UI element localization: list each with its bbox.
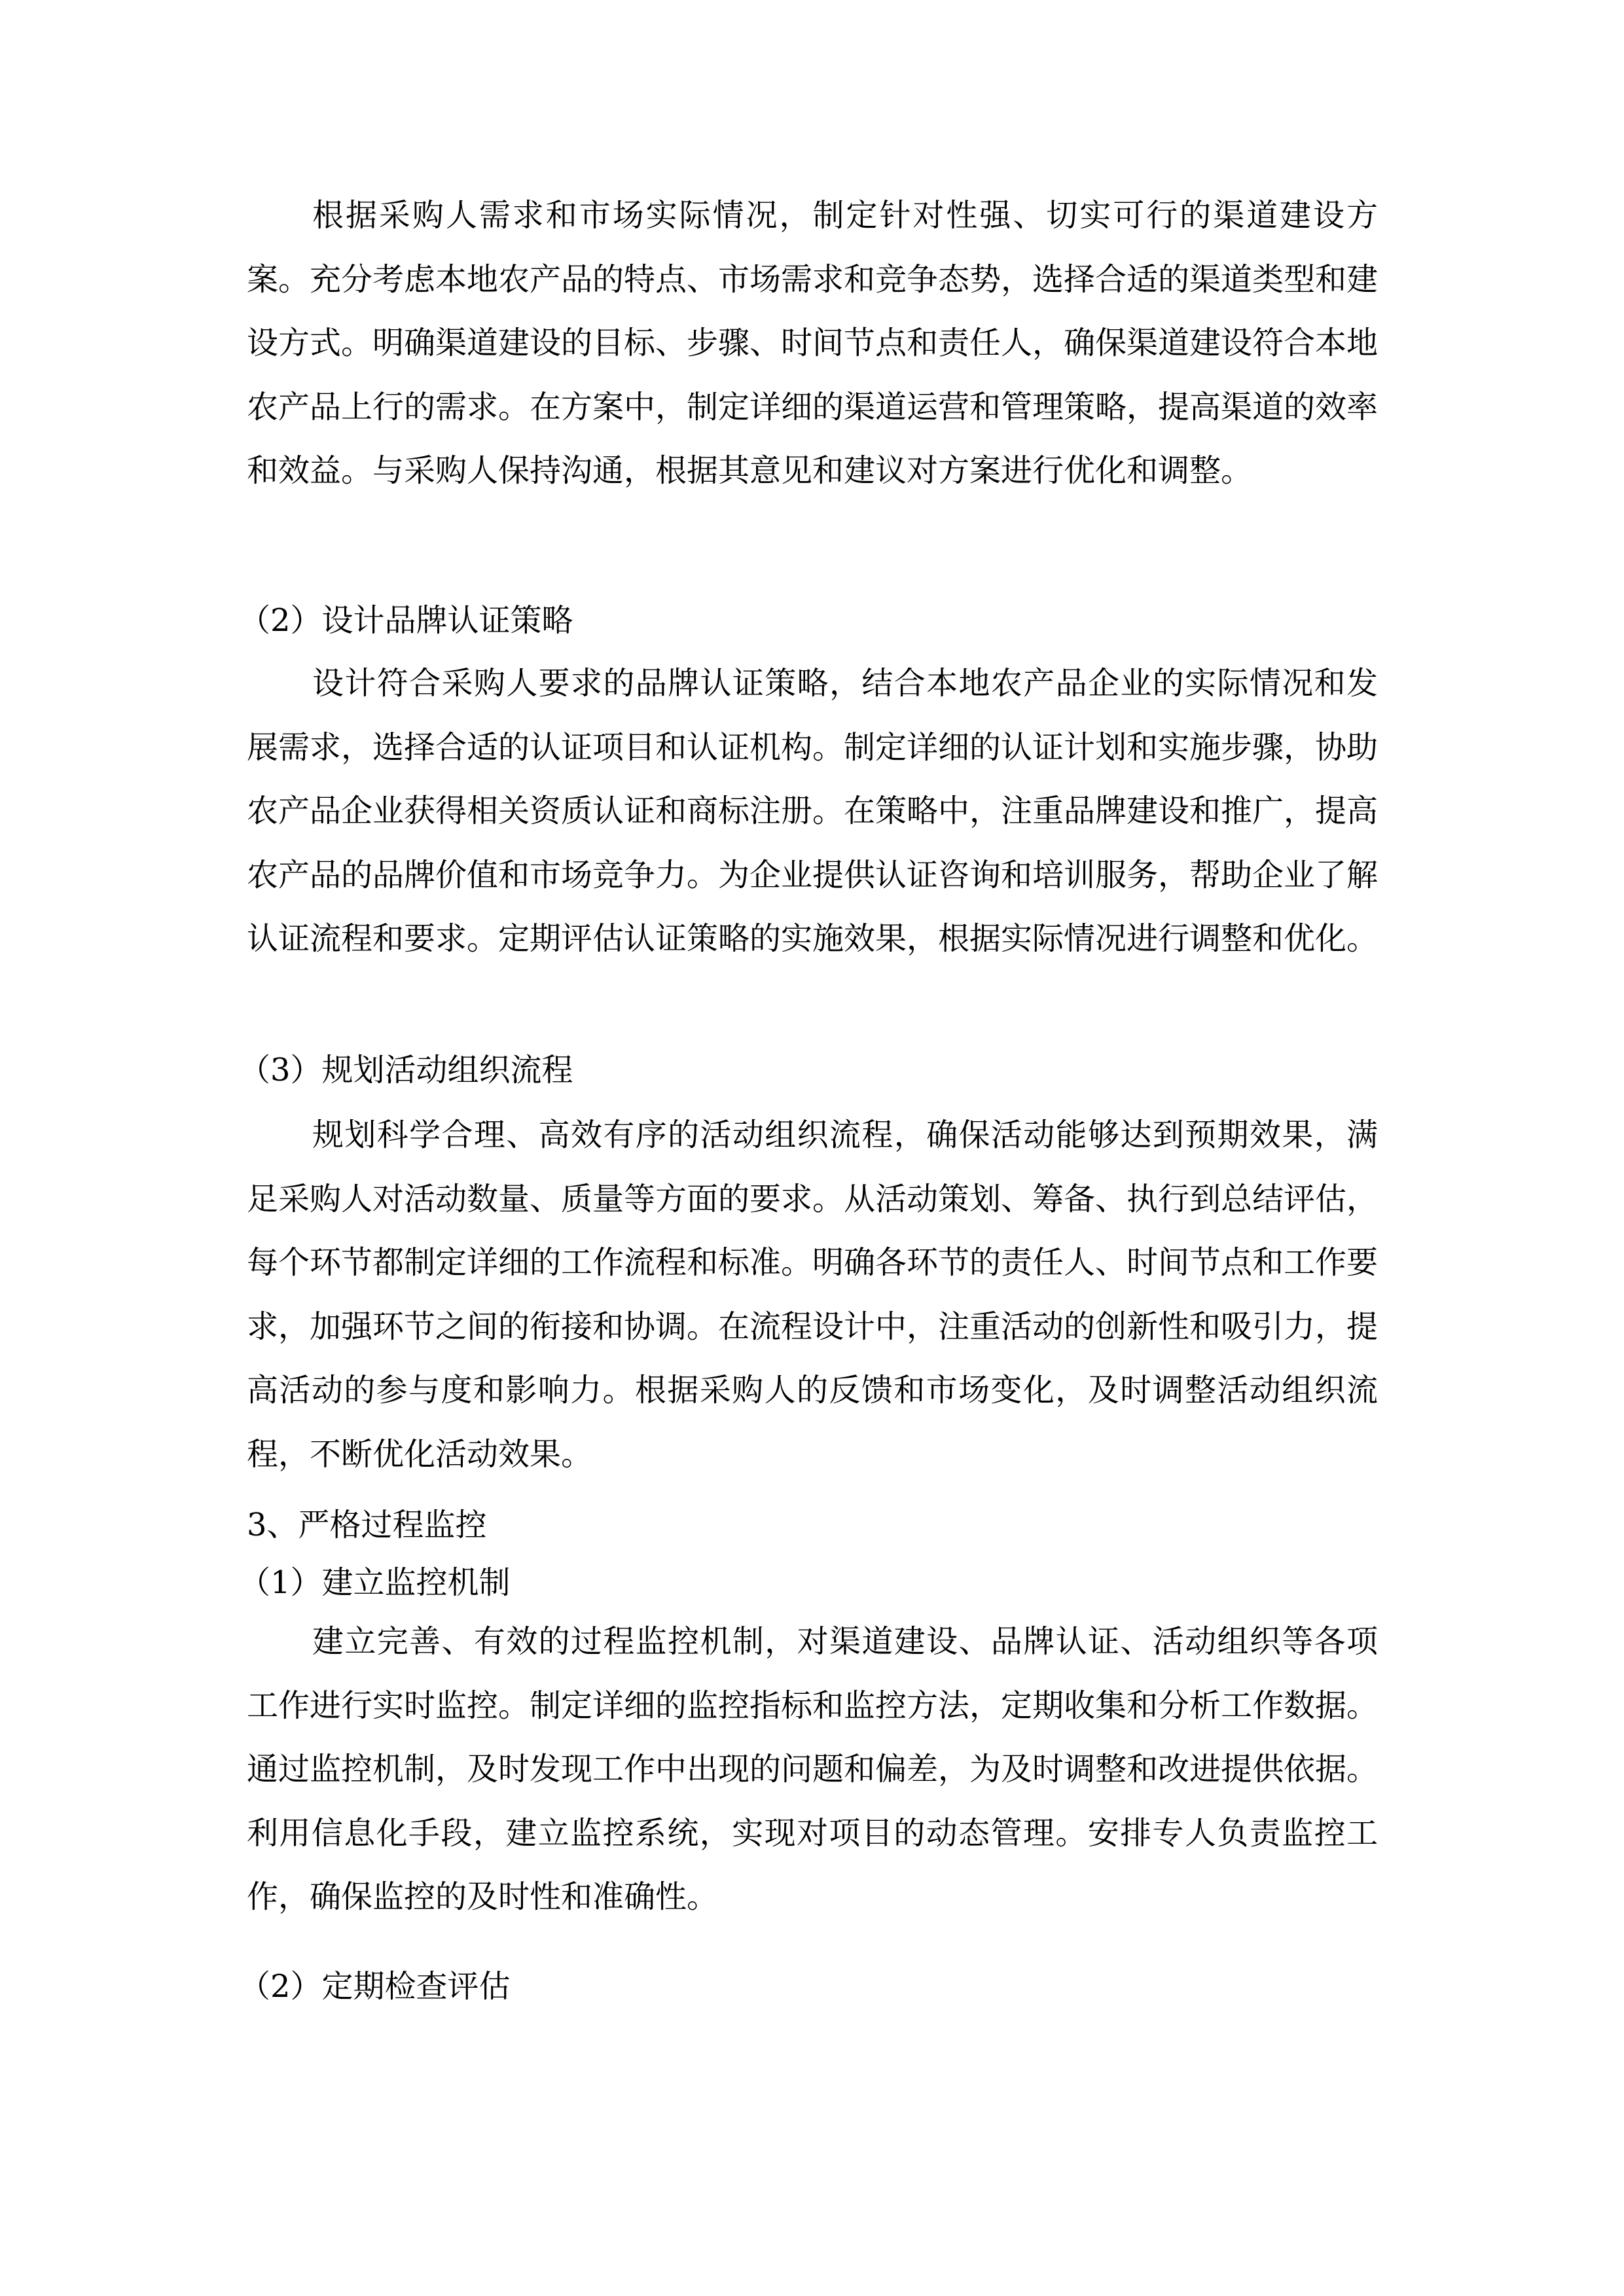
section-heading-process-monitoring: 3、严格过程监控 bbox=[247, 1507, 487, 1543]
heading-monitoring-mechanism: （1）建立监控机制 bbox=[239, 1564, 511, 1601]
paragraph-monitoring-mechanism: 建立完善、有效的过程监控机制，对渠道建设、品牌认证、活动组织等各项工作进行实时监控。制定详细的监控指标和监控方法，定期收集和分析工作数据。通过监控机制，及时发现工作中出现的问题和偏差，为及时调整和改进提供依据。利用信息化手段，建立监控系统，实现对项目的动态管理。安排专人负责监控工作，确保监控的及时性和准确性。 bbox=[247, 1623, 1379, 1915]
paragraph-activity-process: 规划科学合理、高效有序的活动组织流程，确保活动能够达到预期效果，满足采购人对活动数量、质量等方面的要求。从活动策划、筹备、执行到总结评估，每个环节都制定详细的工作流程和标准。明确各环节的责任人、时间节点和工作要求，加强环节之间的衔接和协调。在流程设计中，注重活动的创新性和吸引力，提高活动的参与度和影响力。根据采购人的反馈和市场变化，及时调整活动组织流程，不断优化活动效果。 bbox=[247, 1117, 1379, 1473]
heading-brand-certification: （2）设计品牌认证策略 bbox=[239, 602, 573, 639]
paragraph-brand-certification: 设计符合采购人要求的品牌认证策略，结合本地农产品企业的实际情况和发展需求，选择合适的认证项目和认证机构。制定详细的认证计划和实施步骤，协助农产品企业获得相关资质认证和商标注册。在策略中，注重品牌建设和推广，提高农产品的品牌价值和市场竞争力。为企业提供认证咨询和培训服务，帮助企业了解认证流程和要求。定期评估认证策略的实施效果，根据实际情况进行调整和优化。 bbox=[247, 665, 1379, 957]
paragraph-channel-plan: 根据采购人需求和市场实际情况，制定针对性强、切实可行的渠道建设方案。充分考虑本地农产品的特点、市场需求和竞争态势，选择合适的渠道类型和建设方式。明确渠道建设的目标、步骤、时间节点和责任人，确保渠道建设符合本地农产品上行的需求。在方案中，制定详细的渠道运营和管理策略，提高渠道的效率和效益。与采购人保持沟通，根据其意见和建议对方案进行优化和调整。 bbox=[247, 197, 1379, 489]
heading-periodic-review: （2）定期检查评估 bbox=[239, 1968, 511, 2005]
heading-activity-process: （3）规划活动组织流程 bbox=[239, 1052, 573, 1088]
